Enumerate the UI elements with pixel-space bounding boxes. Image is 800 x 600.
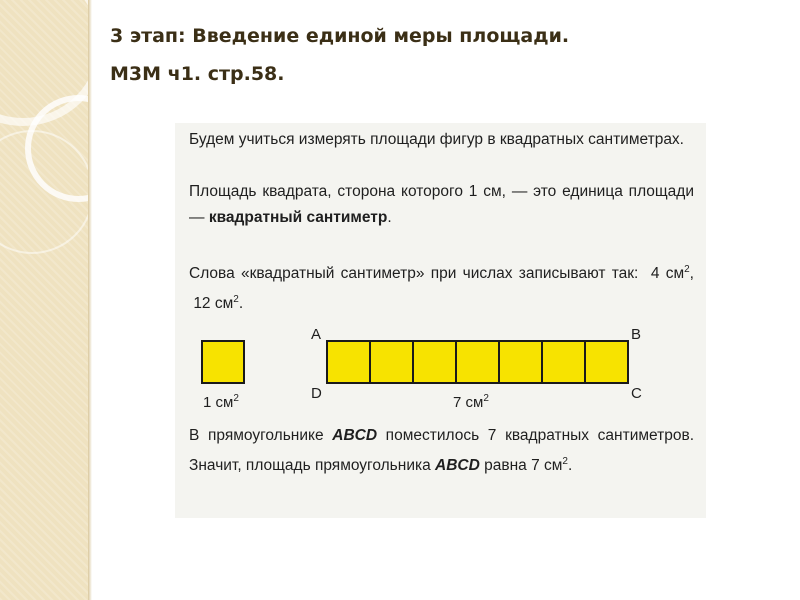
- square-cell: [371, 342, 414, 382]
- vertex-a-label: A: [311, 326, 322, 343]
- textbook-page-image: [175, 123, 706, 518]
- vertex-b-label: B: [631, 326, 642, 343]
- band-edge: [88, 0, 92, 600]
- paragraph-4-text: В прямоугольнике: [189, 427, 333, 444]
- paragraph-2: [189, 179, 694, 231]
- square-cell: [414, 342, 457, 382]
- term-square-centimeter: квадратный сантиметр: [208, 209, 388, 226]
- vertex-d-label: D: [311, 385, 322, 402]
- decorative-side-band: [0, 0, 88, 600]
- vertex-c-label: C: [631, 385, 642, 402]
- paragraph-2-text: Площадь квадрата, сторона которого 1 см, — это единица площади —: [189, 183, 694, 226]
- example-12-cm: 12 см: [193, 295, 234, 313]
- paragraph-4-text: равна 7 см: [479, 457, 563, 475]
- paragraph-1: Будем учиться измерять площади фигур в квадратных сантиметрах.: [189, 131, 684, 148]
- superscript: 2: [684, 264, 690, 275]
- abcd-label: ABCD: [332, 427, 378, 444]
- unit-square: [201, 340, 245, 384]
- paragraph-3-end: .: [238, 295, 244, 313]
- rectangle-label: 7 $см^2$: [453, 393, 489, 411]
- paragraph-4-end: .: [567, 457, 573, 475]
- paragraph-2-end: .: [387, 209, 392, 226]
- paragraph-4: [189, 423, 694, 479]
- square-cell: [328, 342, 371, 382]
- separator: ,: [689, 265, 694, 283]
- square-cell: [500, 342, 543, 382]
- slide-title: 3 этап: Введение единой меры площади.: [110, 25, 570, 47]
- superscript: 2: [233, 294, 239, 306]
- square-cell: [543, 342, 586, 382]
- example-4-cm: 4 см: [650, 265, 685, 283]
- rectangle-abcd: [326, 340, 629, 384]
- square-cell: [586, 342, 627, 382]
- paragraph-3: [189, 257, 694, 317]
- abcd-label: ABCD: [435, 457, 480, 475]
- square-cell: [457, 342, 500, 382]
- paragraph-3-text: Слова «квадратный сантиметр» при числах записывают так:: [189, 265, 639, 283]
- superscript: 2: [562, 456, 568, 467]
- slide-subtitle: М3М ч1. стр.58.: [110, 63, 285, 85]
- unit-square-label: 1 $см^2$: [203, 393, 239, 411]
- paragraph-4-text: поместилось 7 квадратных сантиметров. Значит, площадь прямоугольника: [189, 427, 695, 475]
